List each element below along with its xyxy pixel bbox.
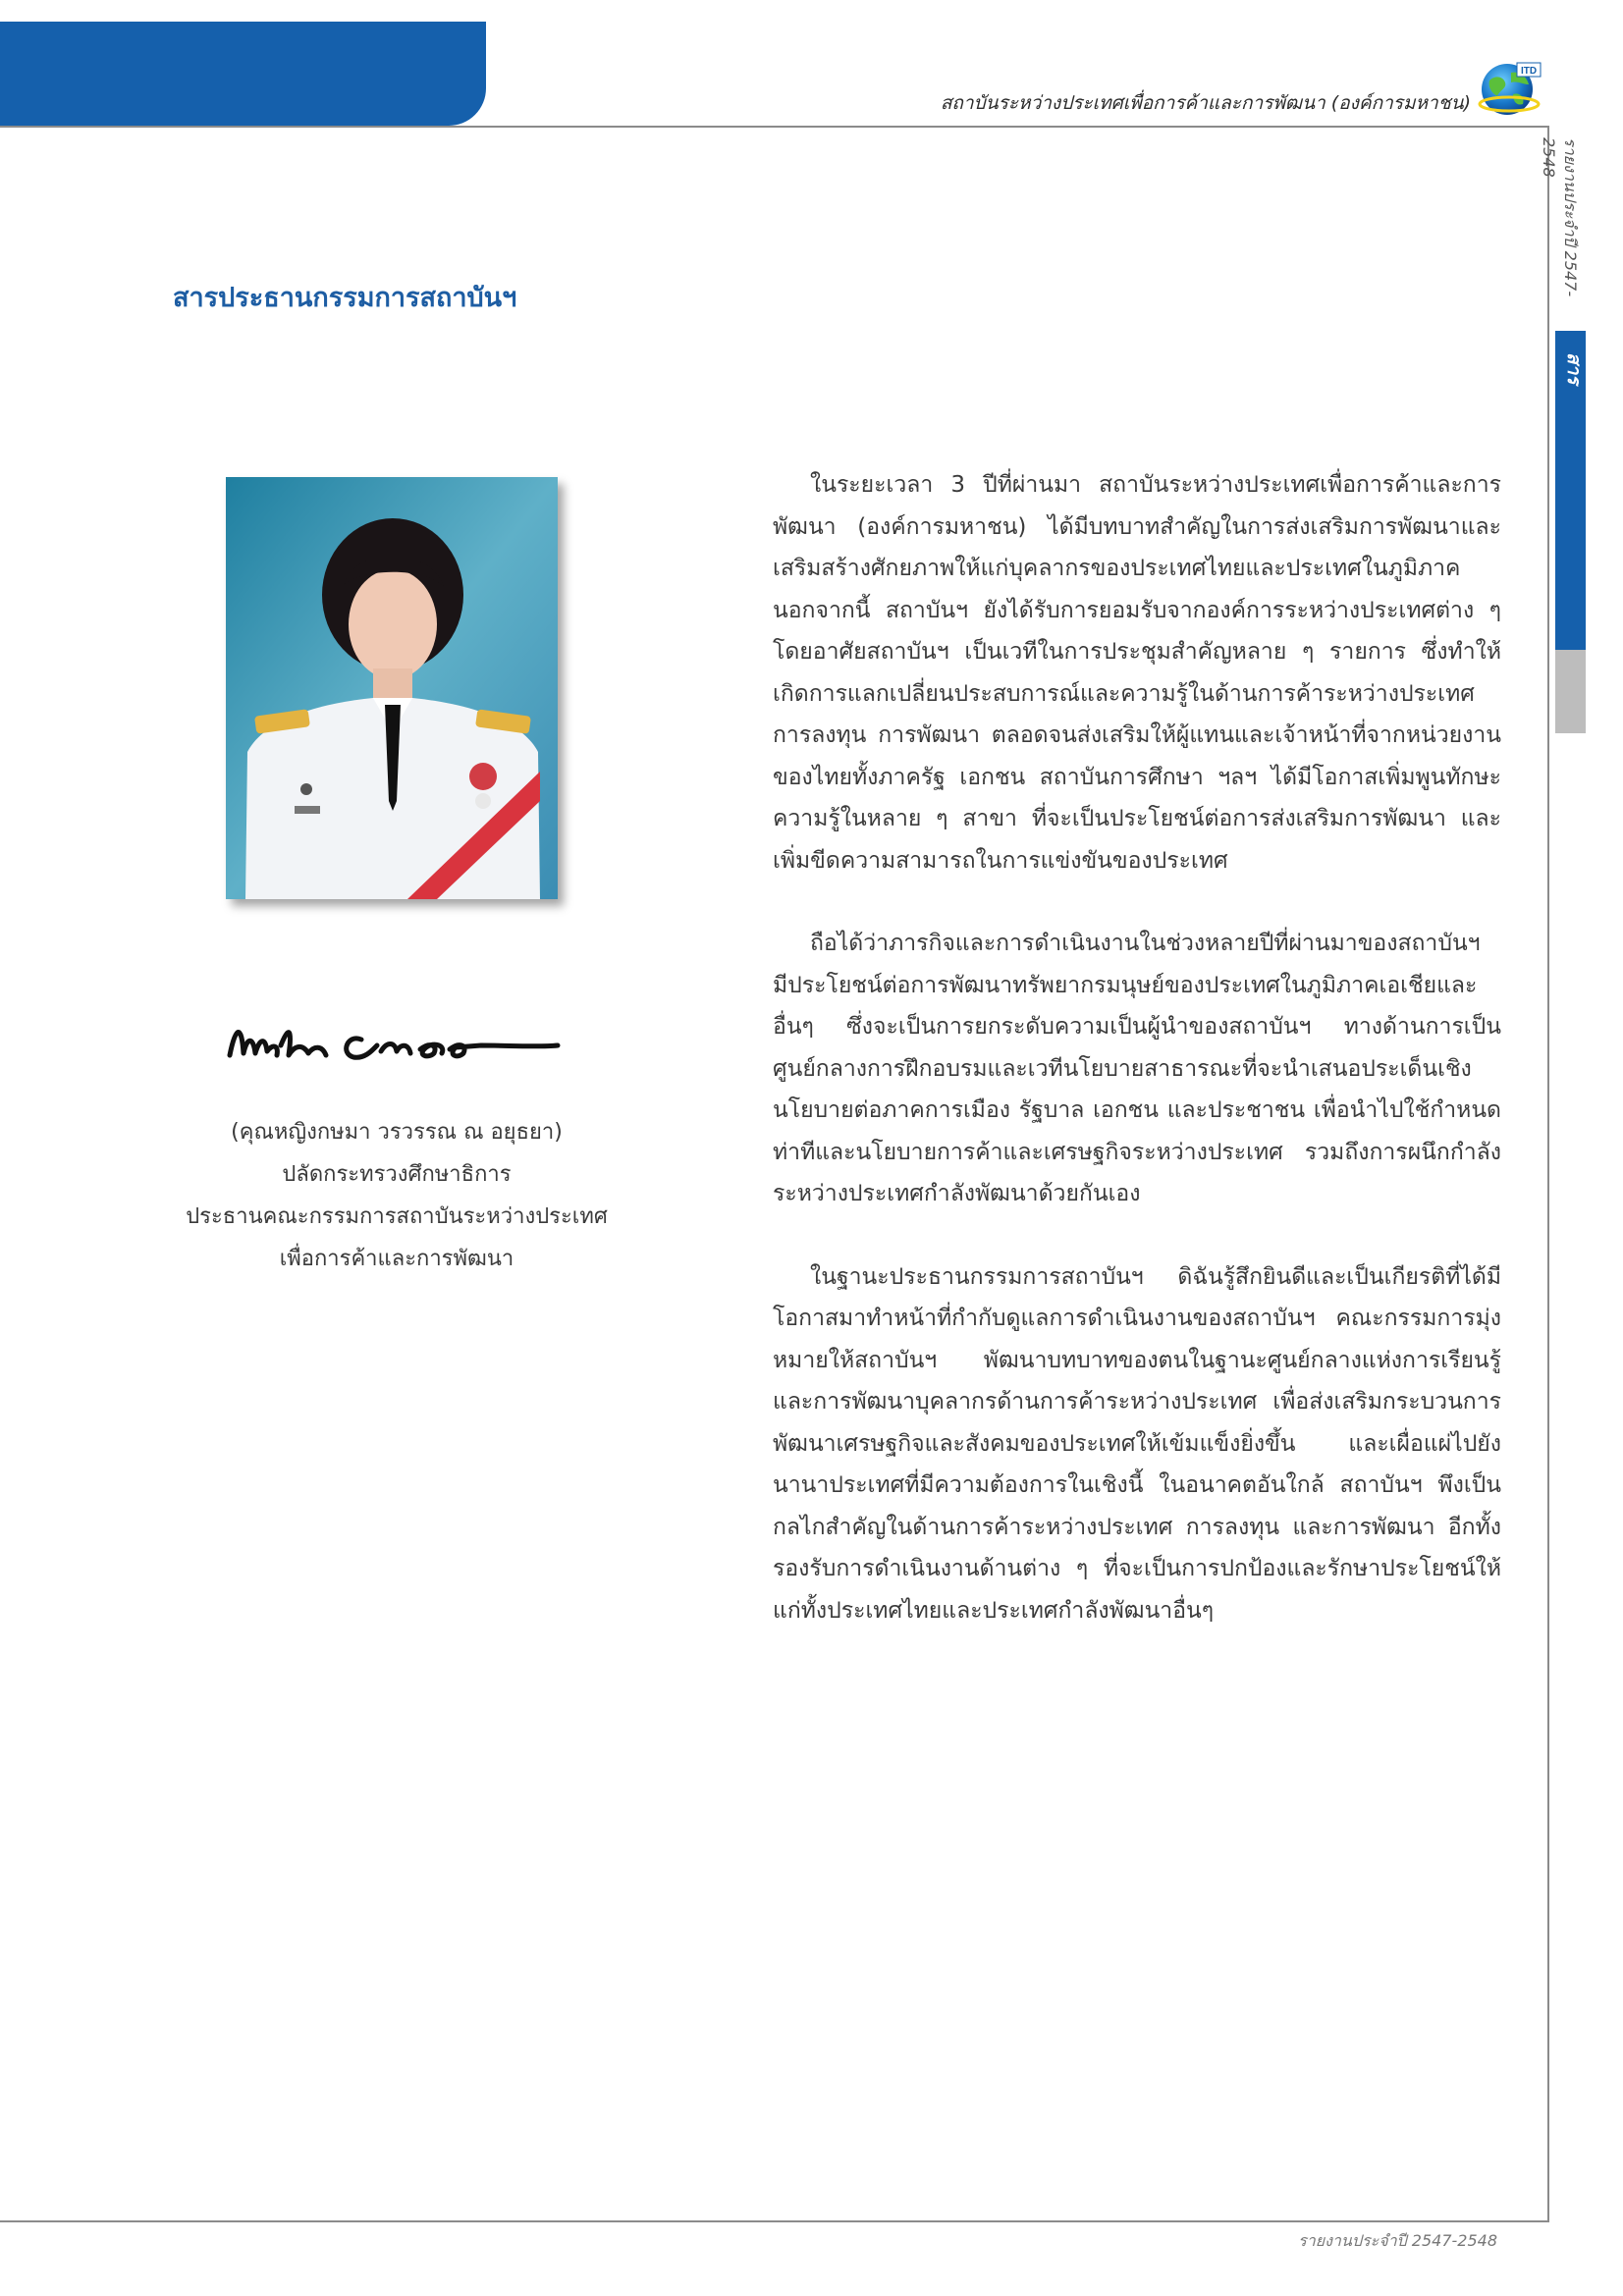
message-body	[773, 464, 1501, 1673]
frame-right-border	[1547, 126, 1549, 2221]
body-paragraph-1: ในระยะเวลา 3 ปีที่ผ่านมา สถาบันระหว่างประเทศเพื่อการค้าและการพัฒนา (องค์การมหาชน) ได้มีบทบาทสำคัญในการส่งเสริมการพัฒนาและเสริมสร้างศักยภาพให้แก่บุคลากรของประเทศไทยและประเทศในภูมิภาค นอกจากนี้ สถาบันฯ ยังได้รับการยอมรับจากองค์การระหว่างประเทศต่าง ๆ โดยอาศัยสถาบันฯ เป็นเวทีในการประชุมสำคัญหลาย ๆ รายการ ซึ่งทำให้เกิดการแลกเปลี่ยนประสบการณ์และความรู้ในด้านการค้าระหว่างประเทศ การลงทุน การพัฒนา ตลอดจนส่งเสริมให้ผู้แทนและเจ้าหน้าที่จากหน่วยงานของไทยทั้งภาครัฐ เอกชน สถาบันการศึกษา ฯลฯ ได้มีโอกาสเพิ่มพูนทักษะความรู้ในหลาย ๆ สาขา ที่จะเป็นประโยชน์ต่อการส่งเสริมการพัฒนา และเพิ่มขีดความสามารถในการแข่งขันของประเทศ	[773, 472, 1501, 874]
caption-position-2: ประธานคณะกรรมการสถาบันระหว่างประเทศ	[186, 1204, 608, 1229]
logo-text: ITD	[1520, 66, 1538, 77]
signature-caption	[137, 1111, 656, 1280]
caption-position-1: ปลัดกระทรวงศึกษาธิการ	[282, 1162, 512, 1187]
frame-bottom-border	[0, 2220, 1549, 2222]
header-divider	[0, 126, 1547, 128]
side-section-tab	[1555, 331, 1586, 650]
side-section-tab-label: สาร	[1563, 352, 1585, 385]
footer-report-label: รายงานประจำปี 2547-2548	[1298, 2231, 1497, 2250]
header-organization-name: สถาบันระหว่างประเทศเพื่อการค้าและการพัฒนา (องค์การมหาชน)	[940, 92, 1471, 114]
caption-name: (คุณหญิงกษมา วรวรรณ ณ อยุธยา)	[231, 1120, 563, 1145]
side-report-label: รายงานประจำปี 2547-2548	[1540, 137, 1580, 297]
caption-position-3: เพื่อการค้าและการพัฒนา	[279, 1247, 514, 1271]
body-paragraph-3: ในฐานะประธานกรรมการสถาบันฯ ดิฉันรู้สึกยินดีและเป็นเกียรติที่ได้มีโอกาสมาทำหน้าที่กำกับดูแลการดำเนินงานของสถาบันฯ คณะกรรมการมุ่งหมายให้สถาบันฯ พัฒนาบทบาทของตนในฐานะศูนย์กลางแห่งการเรียนรู้และการพัฒนาบุคลากรด้านการค้าระหว่างประเทศ เพื่อส่งเสริมกระบวนการพัฒนาเศรษฐกิจและสังคมของประเทศให้เข้มแข็งยิ่งขึ้น และเผื่อแผ่ไปยังนานาประเทศที่มีความต้องการในเชิงนี้ ในอนาคตอันใกล้ สถาบันฯ พึงเป็นกลไกสำคัญในด้านการค้าระหว่างประเทศ การลงทุน และการพัฒนา อีกทั้งรองรับการดำเนินงานด้านต่าง ๆ ที่จะเป็นการปกป้องและรักษาประโยชน์ให้แก่ทั้งประเทศไทยและประเทศกำลังพัฒนาอื่นๆ	[773, 1263, 1501, 1624]
side-gray-tab	[1555, 650, 1586, 733]
body-paragraph-2: ถือได้ว่าภารกิจและการดำเนินงานในช่วงหลายปีที่ผ่านมาของสถาบันฯ มีประโยชน์ต่อการพัฒนาทรัพยากรมนุษย์ของประเทศในภูมิภาคเอเชียและอื่นๆ ซึ่งจะเป็นการยกระดับความเป็นผู้นำของสถาบันฯ ทางด้านการเป็นศูนย์กลางการฝึกอบรมและเวทีนโยบายสาธารณะที่จะนำเสนอประเด็นเชิงนโยบายต่อภาคการเมือง รัฐบาล เอกชน และประชาชน เพื่อนำไปใช้กำหนดท่าทีและนโยบายการค้าและเศรษฐกิจระหว่างประเทศ รวมถึงการผนึกกำลังระหว่างประเทศกำลังพัฒนาด้วยกันเอง	[773, 931, 1501, 1206]
itd-globe-logo	[1478, 59, 1542, 118]
header-tab	[0, 22, 486, 126]
chairperson-signature	[224, 1016, 563, 1075]
chairperson-portrait	[226, 477, 558, 899]
page-title: สารประธานกรรมการสถาบันฯ	[173, 283, 517, 313]
